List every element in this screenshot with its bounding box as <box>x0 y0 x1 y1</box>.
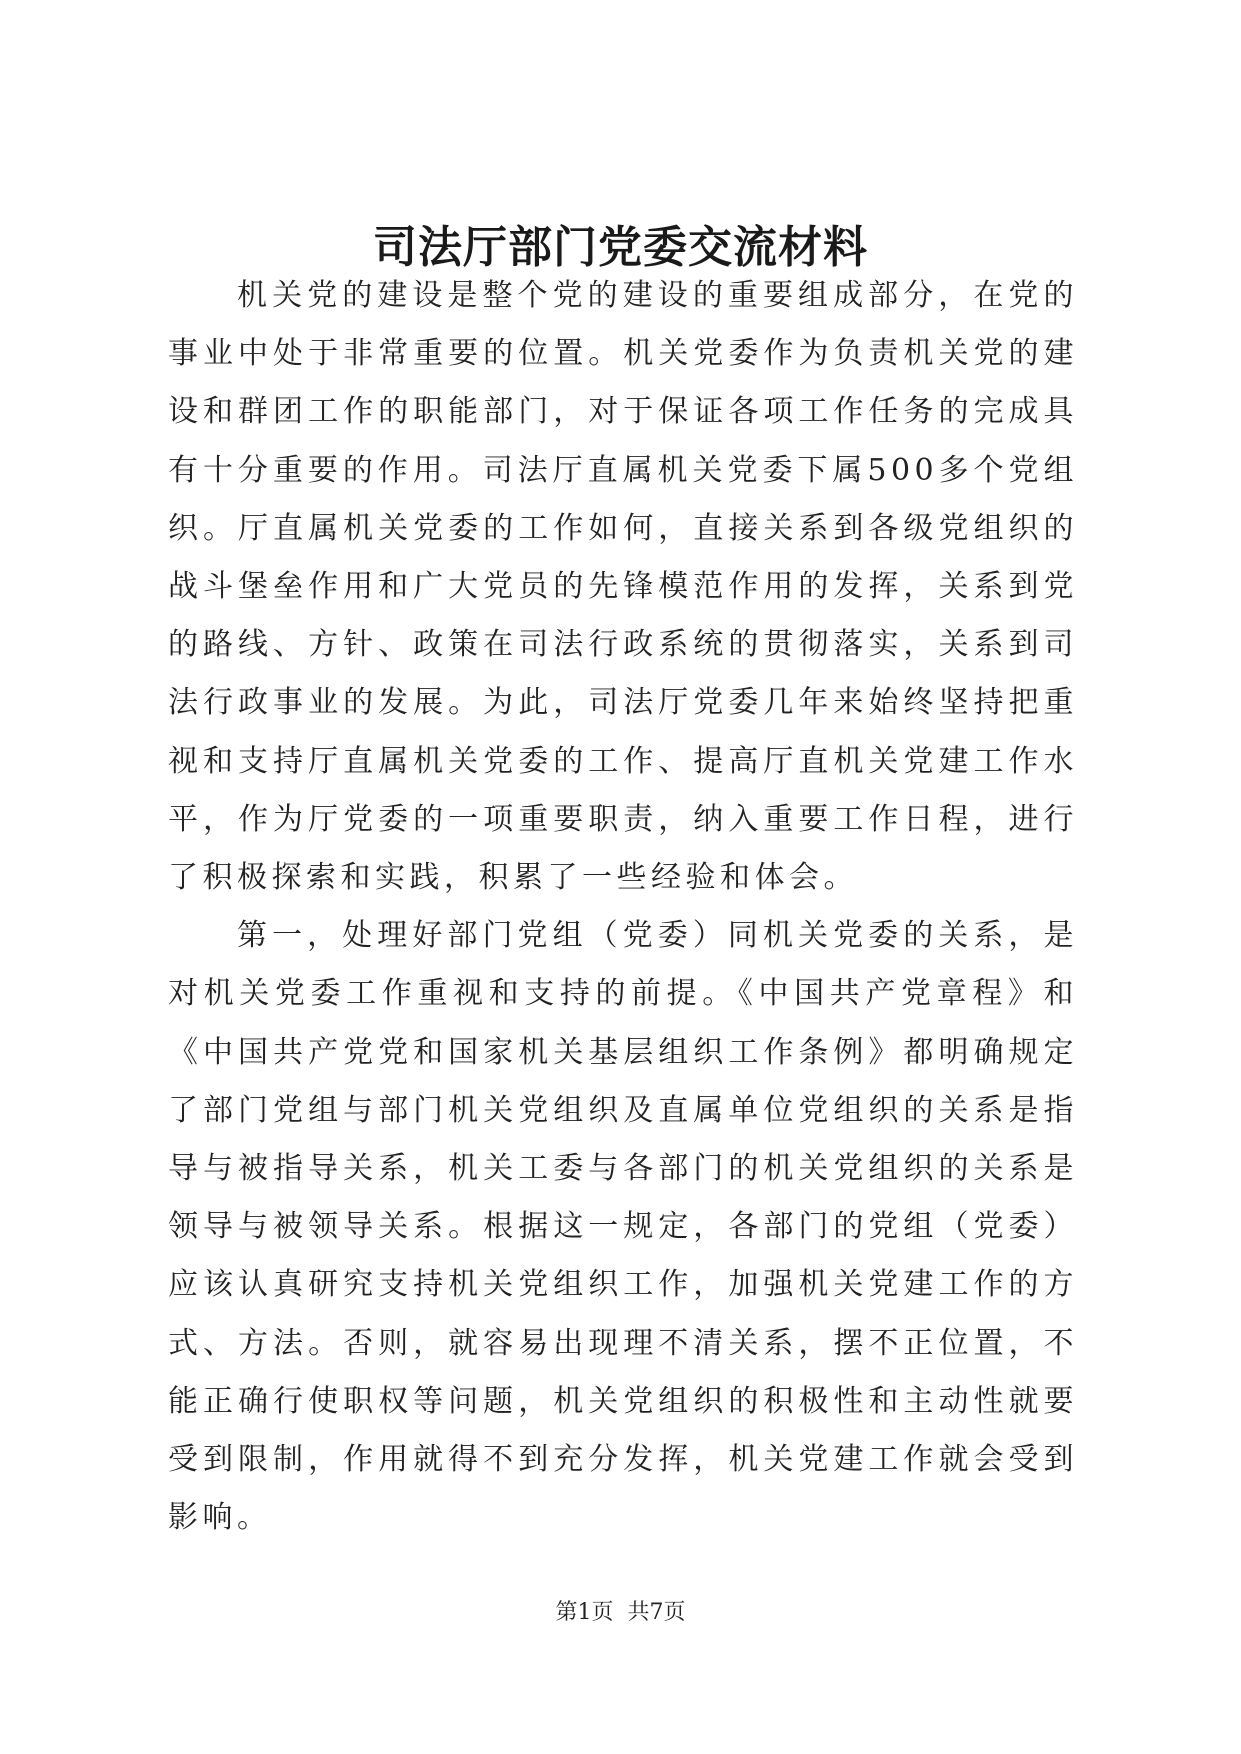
paragraph-intro: 机关党的建设是整个党的建设的重要组成部分，在党的事业中处于非常重要的位置。机关党委作为负责机关党的建设和群团工作的职能部门，对于保证各项工作任务的完成具有十分重要的作用。司法厅直属机关党委下属500多个党组织。厅直属机关党委的工作如何，直接关系到各级党组织的战斗堡垒作用和广大党员的先锋模范作用的发挥，关系到党的路线、方针、政策在司法行政系统的贯彻落实，关系到司法行政事业的发展。为此，司法厅党委几年来始终坚持把重视和支持厅直属机关党委的工作、提高厅直机关党建工作水平，作为厅党委的一项重要职责，纳入重要工作日程，进行了积极探索和实践，积累了一些经验和体会。 <box>168 278 1078 896</box>
document-title: 司法厅部门党委交流材料 <box>373 222 868 273</box>
page-number: 第1页 <box>555 1600 614 1625</box>
page-total: 共7页 <box>627 1600 686 1625</box>
paragraph-first-point: 第一，处理好部门党组（党委）同机关党委的关系，是对机关党委工作重视和支持的前提。《中国共产党章程》和《中国共产党党和国家机关基层组织工作条例》都明确规定了部门党组与部门机关党组织及直属单位党组织的关系是指导与被指导关系，机关工委与各部门的机关党组织的关系是领导与被领导关系。根据这一规定，各部门的党组（党委）应该认真研究支持机关党组织工作，加强机关党建工作的方式、方法。否则，就容易出现理不清关系，摆不正位置，不能正确行使职权等问题，机关党组织的积极性和主动性就要受到限制，作用就得不到充分发挥，机关党建工作就会受到影响。 <box>168 918 1078 1536</box>
document-body <box>168 267 1078 1547</box>
page-footer <box>0 1598 1241 1628</box>
